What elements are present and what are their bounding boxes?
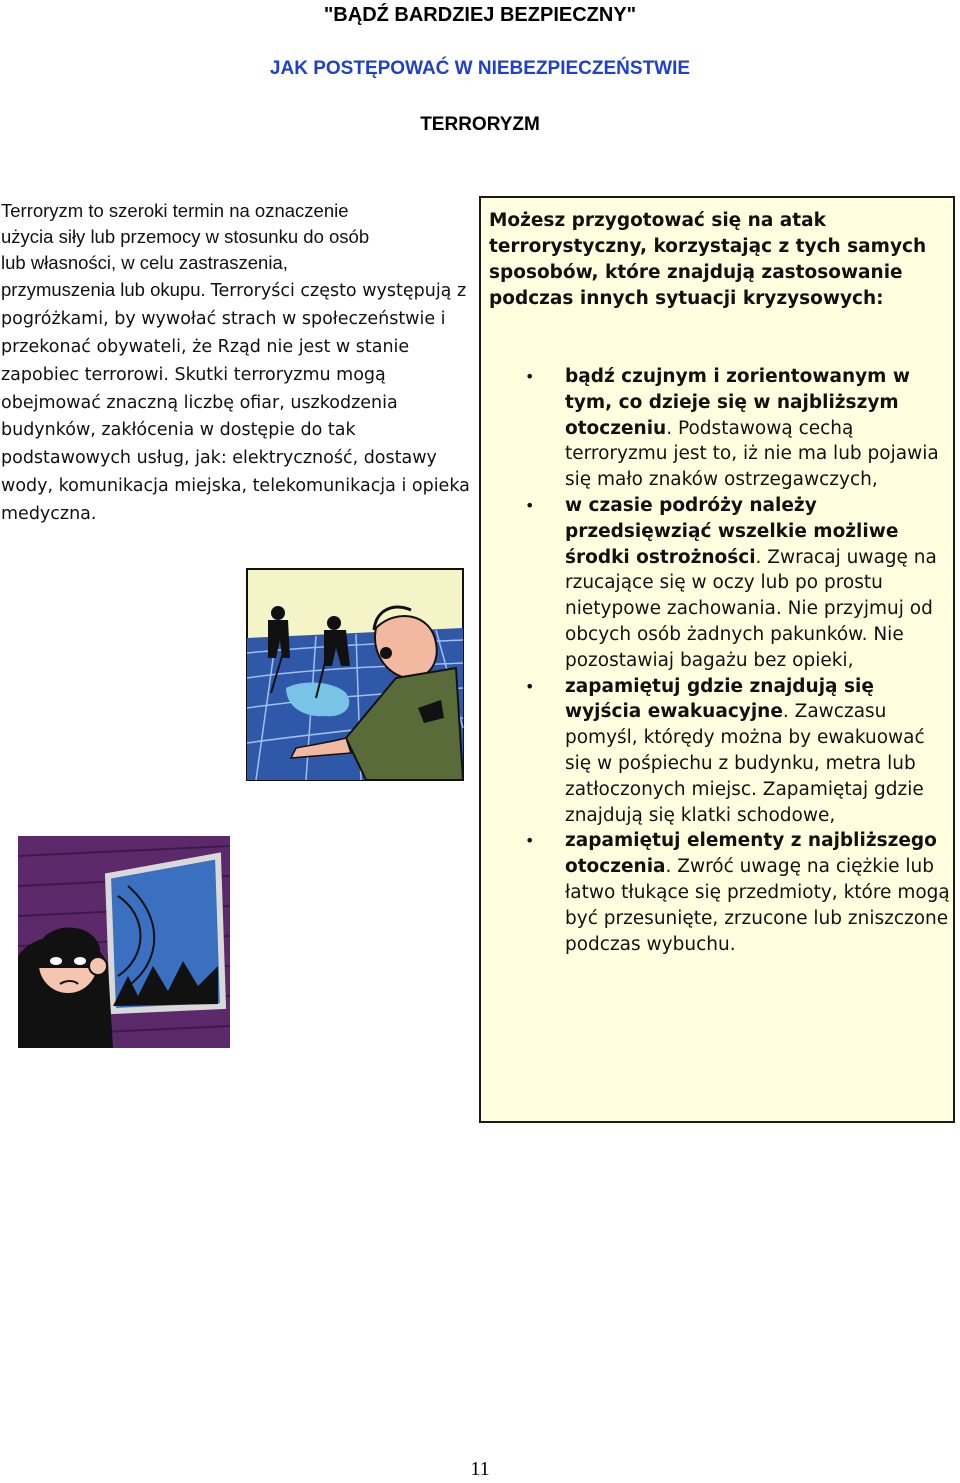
list-item: [481, 493, 951, 674]
box-intro-text: Możesz przygotować się na atak terrorystyczny, korzystając z tych samych sposobów, które znajdują zastosowanie podczas innych sytuacji kryzysowych:: [489, 210, 927, 309]
list-item: [481, 674, 951, 829]
tip-bold-text: zapamiętuj elementy z najbliższego otoczenia: [565, 830, 937, 878]
tips-list: [481, 364, 951, 957]
tip-text: . Zawczasu pomyśl, którędy można by ewakuować się w pośpiechu z budynku, metra lub zatłoczonych miejsc. Zapamiętaj gdzie znajdują się klatki schodowe,: [565, 701, 925, 826]
list-item: [481, 828, 951, 957]
bullet-icon: •: [525, 367, 535, 386]
text-paragraph: Terroryści często występują z pogróżkami, by wywołać strach w społeczeństwie i przekonać obywateli, że Rząd nie jest w stanie zapobiec terrorowi. Skutki terroryzmu mogą obejmować znaczną liczbę ofiar, uszkodzenia budynków, zakłócenia w dostępie do tak podstawowych usług, jak: elektryczność, dostawy wody, komunikacja miejska, telekomunikacja i opieka medyczna.: [1, 281, 470, 524]
bullet-icon: •: [525, 676, 535, 696]
tip-text: . Zwracaj uwagę na rzucające się w oczy lub po prostu nietypowe zachowania. Nie przyjmuj od obcych osób żadnych pakunków. Nie pozostawiaj bagażu bez opieki,: [565, 546, 937, 671]
text-line: użycia siły lub przemocy w stosunku do osób: [1, 225, 370, 247]
list-item: [481, 364, 951, 493]
tip-text: . Zwróć uwagę na ciężkie lub łatwo tłukące się przedmioty, które mogą być przesunięte, zrzucone lub zniszczone podczas wybuchu.: [565, 856, 950, 955]
bullet-icon: •: [525, 495, 535, 515]
tip-bold-text: w czasie podróży należy przedsięwziąć wszelkie możliwe środki ostrożności: [565, 494, 899, 568]
map-pointing-illustration: [246, 568, 464, 781]
text-line: przymuszenia lub okupu.: [1, 279, 206, 301]
tip-text: . Podstawową cechą terroryzmu jest to, iż nie ma lub pojawia się mało znaków ostrzegawczych,: [565, 417, 939, 491]
text-line: lub własności, w celu zastraszenia,: [1, 251, 288, 273]
bullet-icon: •: [525, 831, 535, 851]
terrorism-definition-text: [1, 198, 476, 528]
section-heading: TERRORYZM: [420, 114, 540, 135]
preparation-tips-box: [479, 196, 955, 1123]
tip-bold-text: zapamiętuj gdzie znajdują się wyjścia ewakuacyjne: [565, 675, 874, 723]
text-line: Terroryzm to szeroki termin na oznaczenie: [1, 200, 349, 221]
document-title: "BĄDŹ BARDZIEJ BEZPIECZNY": [323, 4, 637, 26]
text-line: [1, 277, 476, 527]
tip-bold-text: bądź czujnym i zorientowanym w tym, co dzieje się w najbliższym otoczeniu: [565, 366, 910, 439]
page-number: 11: [470, 1458, 490, 1480]
burglar-illustration: [18, 836, 230, 1048]
document-subtitle: JAK POSTĘPOWAĆ W NIEBEZPIECZEŃSTWIE: [269, 58, 691, 79]
